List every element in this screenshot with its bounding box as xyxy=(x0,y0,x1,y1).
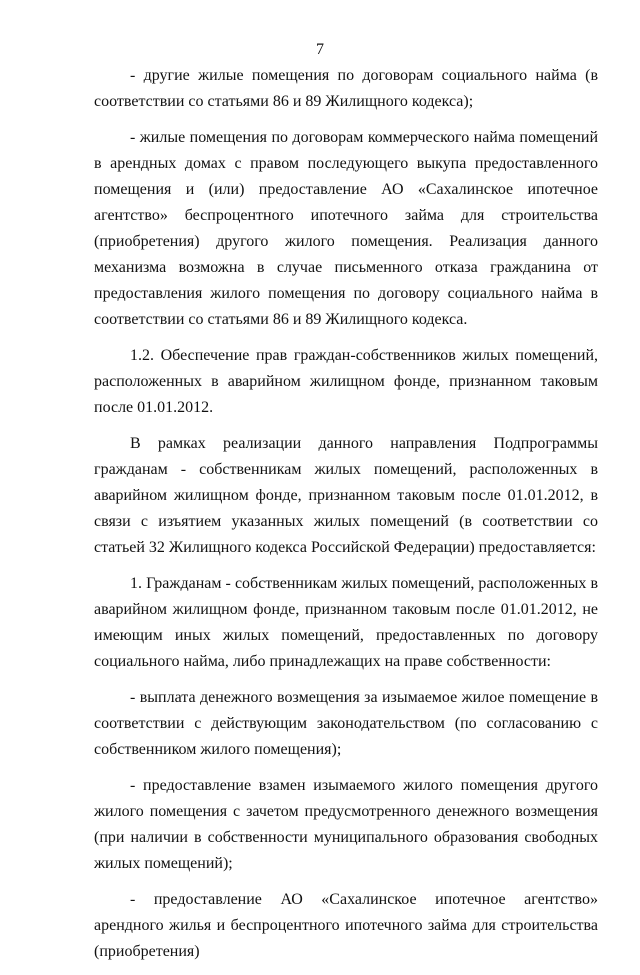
paragraph-section-1-2: 1.2. Обеспечение прав граждан-собственников жилых помещений, расположенных в аварийном жилищном фонде, признанном таковым после 01.01.2012. xyxy=(94,347,598,416)
paragraph-owners-intro: В рамках реализации данного направления Подпрограммы гражданам - собственникам жилых помещений, расположенных в аварийном жилищном фонде, признанном таковым после 01.01.2012, в связи с изъятием указанных жилых помещений (в соответствии со статьей 32 Жилищного кодекса Российской Федерации) предоставляется: xyxy=(94,435,598,556)
paragraph-item-1: 1. Гражданам - собственникам жилых помещений, расположенных в аварийном жилищном фонде, признанном таковым после 01.01.2012, не имеющим иных жилых помещений, предоставленных по договору социального найма, либо принадлежащих на праве собственности: xyxy=(94,575,598,670)
paragraph-compensation: - выплата денежного возмещения за изымаемое жилое помещение в соответствии с действующим законодательством (по согласованию с собственником жилого помещения); xyxy=(94,689,598,758)
document-body xyxy=(94,63,598,975)
paragraph-commercial-rent: - жилые помещения по договорам коммерческого найма помещений в арендных домах с правом последующего выкупа предоставленного помещения и (или) предоставление АО «Сахалинское ипотечное агентство» беспроцентного ипотечного займа для строительства (приобретения) другого жилого помещения. Реализация данного механизма возможна в случае письменного отказа гражданина от предоставления жилого помещения по договору социального найма в соответствии со статьями 86 и 89 Жилищного кодекса. xyxy=(94,129,598,328)
paragraph-social-housing: - другие жилые помещения по договорам социального найма (в соответствии со статьями 86 и 89 Жилищного кодекса); xyxy=(94,67,598,110)
paragraph-replacement-housing: - предоставление взамен изымаемого жилого помещения другого жилого помещения с зачетом предусмотренного денежного возмещения (при наличии в собственности муниципального образования свободных жилых помещений); xyxy=(94,777,598,872)
page-number: 7 xyxy=(316,41,324,58)
paragraph-mortgage-agency: - предоставление АО «Сахалинское ипотечное агентство» арендного жилья и беспроцентного ипотечного займа для строительства (приобретения) xyxy=(94,891,598,960)
